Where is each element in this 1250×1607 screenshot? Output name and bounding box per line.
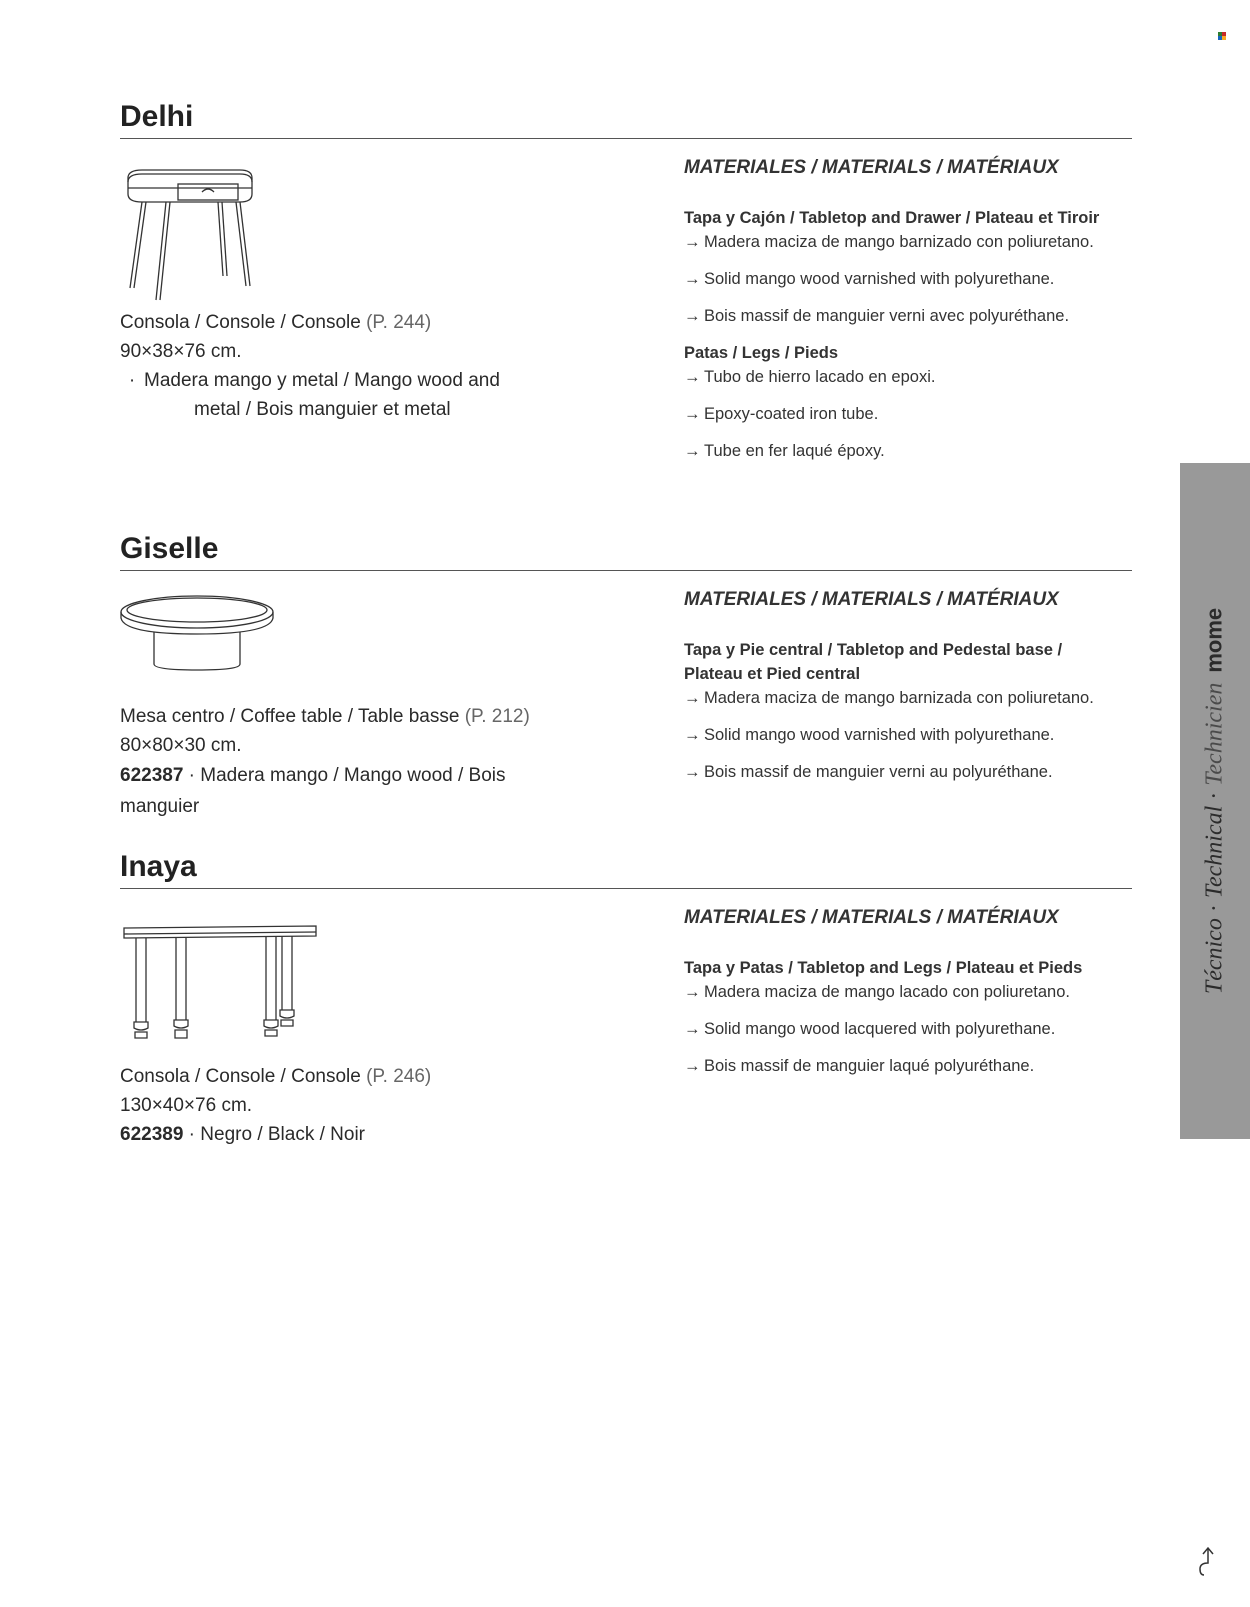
arrow-icon: → bbox=[684, 1020, 701, 1038]
side-tab[interactable] bbox=[1180, 463, 1250, 1139]
section-delhi bbox=[120, 98, 1132, 460]
material-line: Tube en fer laqué époxy. bbox=[704, 442, 885, 460]
product-info bbox=[120, 308, 570, 424]
materials-heading: MATERIALES / MATERIALS / MATÉRIAUX bbox=[684, 157, 1059, 178]
separator: · bbox=[1201, 785, 1228, 806]
side-tab-part1: Técnico bbox=[1201, 918, 1228, 995]
material-group-title: Tapa y Cajón / Tabletop and Drawer / Plateau et Tiroir bbox=[684, 209, 1100, 227]
material-line: Epoxy-coated iron tube. bbox=[704, 405, 879, 423]
arrow-icon: → bbox=[684, 726, 701, 744]
product-finish: · Madera mango / Mango wood / Bois manguier bbox=[120, 765, 506, 817]
arrow-icon: → bbox=[684, 763, 701, 781]
color-mark-icon bbox=[1218, 32, 1226, 40]
page-reference-link[interactable]: (P. 244) bbox=[366, 312, 432, 333]
product-info bbox=[120, 1062, 570, 1149]
section-title: Inaya bbox=[120, 848, 1132, 889]
product-dimensions: 80×80×30 cm. bbox=[120, 735, 242, 756]
arrow-icon: → bbox=[684, 270, 701, 288]
arrow-icon: → bbox=[684, 307, 701, 325]
material-line: Solid mango wood varnished with polyurethane. bbox=[704, 270, 1055, 288]
section-title: Delhi bbox=[120, 98, 1132, 139]
material-line: Tubo de hierro lacado en epoxi. bbox=[704, 368, 936, 386]
product-code: 622387 bbox=[120, 765, 184, 786]
material-group-title-line1: Tapa y Pie central / Tabletop and Pedestal base / bbox=[684, 641, 1063, 659]
material-group-title: Tapa y Patas / Tabletop and Legs / Plateau et Pieds bbox=[684, 959, 1083, 977]
back-to-top-icon[interactable] bbox=[1196, 1545, 1222, 1577]
materials-heading: MATERIALES / MATERIALS / MATÉRIAUX bbox=[684, 907, 1059, 928]
side-tab-label bbox=[1202, 608, 1229, 994]
arrow-icon: → bbox=[684, 983, 701, 1001]
product-dimensions: 130×40×76 cm. bbox=[120, 1095, 253, 1116]
product-info bbox=[120, 702, 570, 822]
materials-block bbox=[684, 588, 1144, 797]
product-finish-line1: Madera mango y metal / Mango wood and bbox=[144, 370, 500, 391]
arrow-icon: → bbox=[684, 233, 701, 251]
material-line: Solid mango wood lacquered with polyurethane. bbox=[704, 1020, 1056, 1038]
section-giselle bbox=[120, 530, 1132, 817]
side-tab-part2: Technical bbox=[1201, 805, 1228, 899]
product-dimensions: 90×38×76 cm. bbox=[120, 341, 242, 362]
material-line: Madera maciza de mango barnizado con poliuretano. bbox=[704, 233, 1094, 251]
arrow-icon: → bbox=[684, 1057, 701, 1075]
materials-block bbox=[684, 156, 1144, 476]
arrow-icon: → bbox=[684, 689, 701, 707]
page-reference-link[interactable]: (P. 246) bbox=[366, 1066, 432, 1087]
arrow-icon: → bbox=[684, 405, 701, 423]
material-line: Madera maciza de mango barnizada con poliuretano. bbox=[704, 689, 1094, 707]
material-line: Bois massif de manguier laqué polyuréthane. bbox=[704, 1057, 1035, 1075]
materials-block bbox=[684, 906, 1144, 1091]
coffee-table-drawing-giselle bbox=[120, 590, 280, 680]
section-inaya bbox=[120, 848, 1132, 1145]
console-drawing-inaya bbox=[120, 922, 330, 1052]
section-title: Giselle bbox=[120, 530, 1132, 571]
product-code: 622389 bbox=[120, 1124, 184, 1145]
bullet: · bbox=[128, 370, 136, 391]
product-type: Mesa centro / Coffee table / Table basse bbox=[120, 706, 460, 727]
material-line: Solid mango wood varnished with polyurethane. bbox=[704, 726, 1055, 744]
material-line: Bois massif de manguier verni avec polyuréthane. bbox=[704, 307, 1070, 325]
material-line: Madera maciza de mango lacado con poliuretano. bbox=[704, 983, 1070, 1001]
arrow-icon: → bbox=[684, 442, 701, 460]
arrow-icon: → bbox=[684, 368, 701, 386]
materials-heading: MATERIALES / MATERIALS / MATÉRIAUX bbox=[684, 589, 1059, 610]
material-group-title-line2: Plateau et Pied central bbox=[684, 665, 861, 683]
brand-logo: mome bbox=[1201, 607, 1227, 673]
side-tab-part3: Technicien bbox=[1201, 682, 1228, 786]
separator: · bbox=[1201, 898, 1228, 919]
material-line: Bois massif de manguier verni au polyuréthane. bbox=[704, 763, 1053, 781]
material-group-title: Patas / Legs / Pieds bbox=[684, 344, 839, 362]
product-type: Consola / Console / Console bbox=[120, 312, 361, 333]
page-reference-link[interactable]: (P. 212) bbox=[464, 706, 530, 727]
console-drawing-delhi bbox=[120, 164, 260, 304]
product-finish: · Negro / Black / Noir bbox=[183, 1124, 366, 1145]
product-finish-line2: metal / Bois manguier et metal bbox=[194, 399, 451, 420]
product-type: Consola / Console / Console bbox=[120, 1066, 361, 1087]
